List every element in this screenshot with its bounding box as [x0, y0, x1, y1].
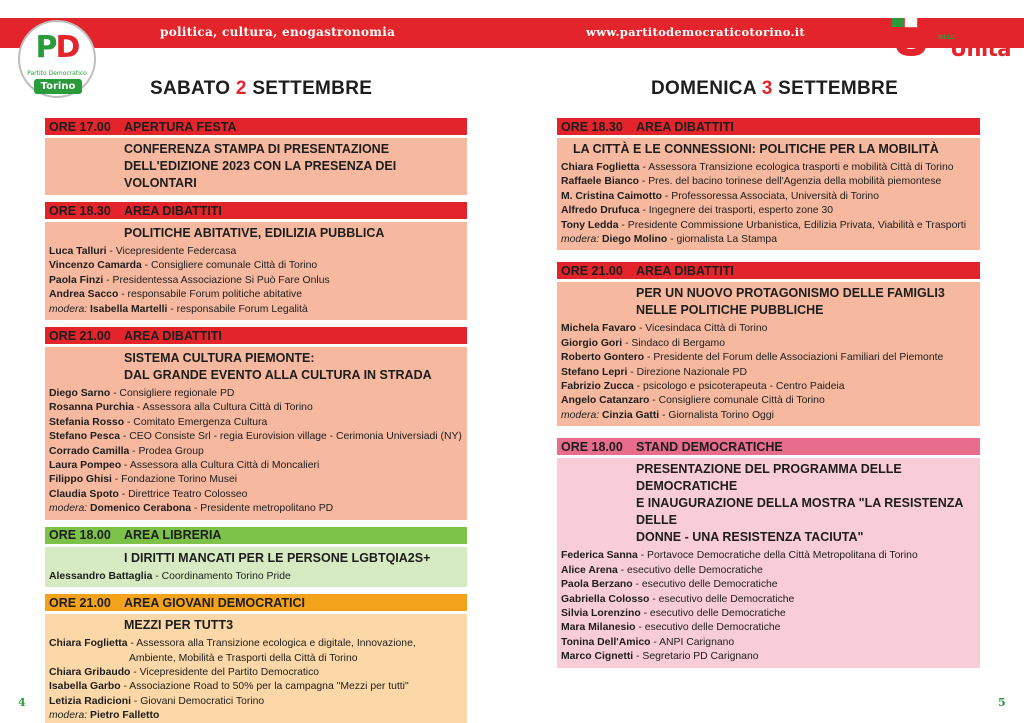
event-title: I DIRITTI MANCATI PER LE PERSONE LGBTQIA2S+ — [124, 550, 431, 565]
event-body — [45, 347, 467, 520]
event-title: SISTEMA CULTURA PIEMONTE: DAL GRANDE EVENTO ALLA CULTURA IN STRADA — [124, 351, 432, 383]
event-title: POLITICHE ABITATIVE, EDILIZIA PUBBLICA — [124, 226, 385, 240]
event-body — [557, 458, 980, 667]
event-card — [557, 118, 980, 250]
speaker: Michela Favaro - Vicesindaca Città di Torino — [561, 323, 768, 335]
speaker: Chiara Foglietta - Assessora alla Transizione ecologica e digitale, Innovazione, — [49, 638, 416, 650]
moderator: modera: Domenico Cerabona - Presidente metropolitano PD — [49, 503, 334, 515]
event-title: LA CITTÀ E LE CONNESSIONI: POLITICHE PER LA MOBILITÀ — [573, 142, 939, 156]
speaker: Stefania Rosso - Comitato Emergenza Cultura — [49, 416, 268, 428]
speaker: Gabriella Colosso - esecutivo delle Democratiche — [561, 593, 795, 605]
speaker: M. Cristina Caimotto - Professoressa Associata, Università di Torino — [561, 190, 879, 202]
speaker: Giorgio Gori - Sindaco di Bergamo — [561, 337, 725, 349]
moderator: modera: Pietro Falletto — [49, 710, 160, 722]
top-banner — [0, 18, 1024, 48]
left-column — [45, 118, 467, 723]
day-title-right: DOMENICA 3 SETTEMBRE — [651, 78, 899, 99]
event-card — [557, 262, 980, 426]
moderator: modera: Diego Molino - giornalista La Stampa — [561, 234, 777, 246]
speaker: Corrado Camilla - Prodea Group — [49, 445, 204, 457]
speaker: Paola Finzi - Presidentessa Associazione Si Può Fare Onlus — [49, 274, 330, 286]
event-header: ORE 18.00 STAND DEMOCRATICHE — [557, 438, 980, 455]
pd-logo-subtitle: Partito Democratico — [27, 70, 87, 77]
speaker: Andrea Sacco - responsabile Forum politiche abitative — [49, 289, 302, 301]
festa-word: FESTA — [938, 16, 995, 36]
speaker: Federica Sanna - Portavoce Democratiche della Città Metropolitana di Torino — [561, 550, 918, 562]
dell-word: DELL' — [938, 34, 957, 41]
speaker: Letizia Radicioni - Giovani Democratici Torino — [49, 695, 265, 707]
speaker: Rosanna Purchia - Assessora alla Cultura Città di Torino — [49, 402, 313, 414]
speaker: Tonina Dell'Amico - ANPI Carignano — [561, 636, 735, 648]
event-header: ORE 21.00 AREA DIBATTITI — [45, 327, 467, 344]
moderator: modera: Cinzia Gatti - Giornalista Torino Oggi — [561, 409, 774, 421]
tagline: politica, cultura, enogastronomia — [160, 25, 396, 39]
event-header: ORE 17.00 APERTURA FESTA — [45, 118, 467, 135]
event-body — [557, 282, 980, 426]
speaker: Alfredo Drufuca - Ingegnere dei trasporti, esperto zone 30 — [561, 205, 834, 217]
speaker: Stefano Pesca - CEO Consiste Srl - regia Eurovision village - Cerimonia Universiadi (NY) — [49, 431, 462, 443]
speaker: Stefano Lepri - Direzione Nazionale PD — [561, 366, 747, 378]
festa-unita-logo — [892, 16, 1016, 60]
event-title: MEZZI PER TUTT3 — [124, 618, 234, 633]
event-card — [45, 594, 467, 723]
speaker: Raffaele Bianco - Pres. del bacino torinese dell'Agenzia della mobilità piemontese — [561, 176, 942, 188]
event-title: PER UN NUOVO PROTAGONISMO DELLE FAMIGLI3 NELLE POLITICHE PUBBLICHE — [636, 286, 945, 318]
page-number-left: 4 — [18, 696, 26, 709]
speaker-role-continuation: Ambiente, Mobilità e Trasporti della Città di Torino — [129, 652, 358, 664]
pd-torino-logo — [18, 20, 96, 98]
event-body — [45, 614, 467, 723]
event-title: PRESENTAZIONE DEL PROGRAMMA DELLE DEMOCRATICHE E INAUGURAZIONE DELLA MOSTRA "LA RESISTENZA DELLE DONNE - UNA RESISTENZA TACIUTA" — [636, 462, 963, 545]
speaker: Fabrizio Zucca - psicologo e psicoterapeuta - Centro Paideia — [561, 381, 845, 393]
event-body — [45, 138, 467, 195]
event-card — [45, 202, 467, 320]
speaker: Luca Talluri - Vicepresidente Federcasa — [49, 246, 237, 257]
event-body — [45, 547, 467, 587]
speaker: Chiara Foglietta - Assessora Transizione ecologica trasporti e mobilità Città di Torino — [561, 162, 954, 173]
day-title-left: SABATO 2 SETTEMBRE — [150, 78, 373, 99]
event-header: ORE 21.00 AREA DIBATTITI — [557, 262, 980, 279]
speaker: Angelo Catanzaro - Consigliere comunale Città di Torino — [561, 395, 825, 407]
page-number-right: 5 — [998, 696, 1006, 709]
event-title: CONFERENZA STAMPA DI PRESENTAZIONE DELL'EDIZIONE 2023 CON LA PRESENZA DEI VOLONTARI — [124, 142, 397, 190]
event-header: ORE 21.00 AREA GIOVANI DEMOCRATICI — [45, 594, 467, 611]
speaker: Laura Pompeo - Assessora alla Cultura Città di Moncalieri — [49, 460, 320, 472]
event-card — [557, 438, 980, 667]
speaker: Claudia Spoto - Direttrice Teatro Colosseo — [49, 488, 248, 500]
speaker: Diego Sarno - Consigliere regionale PD — [49, 388, 235, 400]
speaker: Alessandro Battaglia - Coordinamento Torino Pride — [49, 570, 291, 582]
speaker: Isabella Garbo - Associazione Road to 50% per la campagna "Mezzi per tutti" — [49, 681, 409, 693]
speaker: Mara Milanesio - esecutivo delle Democratiche — [561, 622, 781, 634]
event-card — [45, 527, 467, 587]
pd-logo-city: Torino — [34, 79, 82, 94]
moderator: modera: Isabella Martelli - responsabile Forum Legalità — [49, 303, 308, 315]
event-card — [45, 118, 467, 195]
event-header: ORE 18.30 AREA DIBATTITI — [45, 202, 467, 219]
event-header: ORE 18.30 AREA DIBATTITI — [557, 118, 980, 135]
website-url[interactable]: www.partitodemocraticotorino.it — [586, 25, 806, 39]
unita-word: Unità — [950, 37, 1011, 61]
right-column — [557, 118, 980, 675]
event-body — [557, 138, 980, 250]
speaker: Tony Ledda - Presidente Commissione Urbanistica, Edilizia Privata, Viabilità e Trasporti — [561, 219, 967, 231]
speaker: Filippo Ghisi - Fondazione Torino Musei — [49, 474, 238, 486]
speaker: Alice Arena - esecutivo delle Democratiche — [561, 564, 763, 576]
event-card — [45, 327, 467, 520]
speaker: Vincenzo Camarda - Consigliere comunale Città di Torino — [49, 260, 318, 272]
festa-u-icon — [892, 18, 930, 58]
speaker: Chiara Gribaudo - Vicepresidente del Partito Democratico — [49, 666, 320, 678]
speaker: Roberto Gontero - Presidente del Forum delle Associazioni Familiari del Piemonte — [561, 352, 944, 364]
speaker: Marco Cignetti - Segretario PD Carignano — [561, 651, 759, 663]
pd-mark: PD — [35, 30, 79, 65]
speaker: Paola Berzano - esecutivo delle Democratiche — [561, 579, 778, 591]
event-body — [45, 222, 467, 320]
speaker: Silvia Lorenzino - esecutivo delle Democratiche — [561, 607, 786, 619]
event-header: ORE 18.00 AREA LIBRERIA — [45, 527, 467, 544]
